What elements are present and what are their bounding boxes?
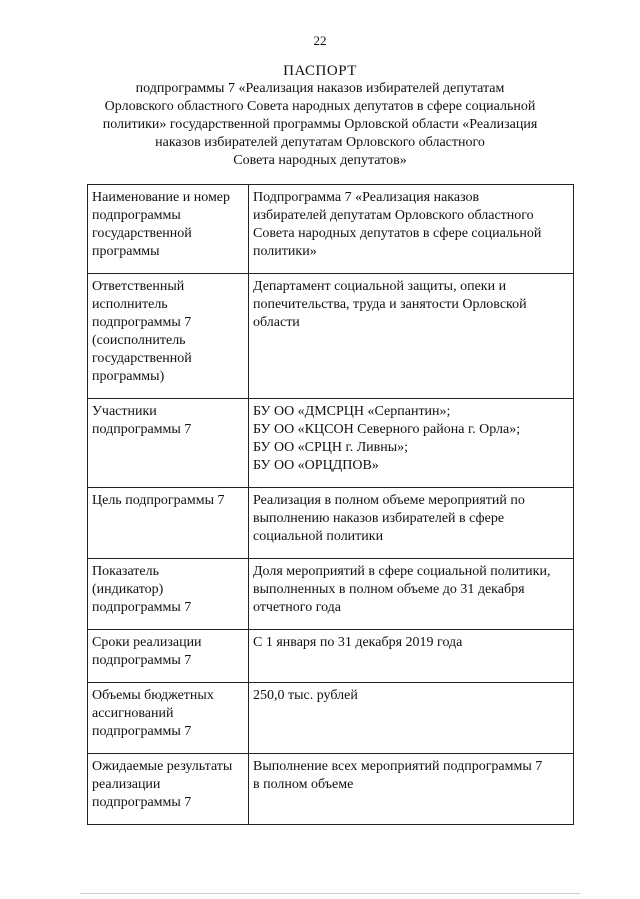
row-value-line: Выполнение всех мероприятий подпрограммы 7 [253,759,543,774]
row-label-line: Цель подпрограммы 7 [92,493,225,508]
subtitle-line: Совета народных депутатов» [233,153,407,168]
row-label-line: Наименование и номер [92,190,231,205]
row-value-cell [249,274,574,399]
row-value-line: 250,0 тыс. рублей [253,688,358,703]
row-label-line: Участники [92,404,157,419]
row-label-line: (индикатор) [92,582,164,597]
row-label-line: подпрограммы 7 [92,315,192,330]
row-label-cell [88,274,249,399]
row-value-cell [249,185,574,274]
document-heading: ПАСПОРТ [283,63,357,79]
row-label-line: подпрограммы 7 [92,724,192,739]
row-label-cell [88,185,249,274]
table-row [88,488,574,559]
row-value-line: БУ ОО «КЦСОН Северного района г. Орла»; [253,422,521,437]
row-label-cell [88,559,249,630]
table-row [88,559,574,630]
table-row [88,754,574,825]
row-value-line: БУ ОО «СРЦН г. Ливны»; [253,440,409,455]
row-label-line: Ответственный [92,279,185,294]
row-value-line: Департамент социальной защиты, опеки и [253,279,507,294]
page-number: 22 [313,33,327,48]
row-label-line: реализации [92,777,161,792]
row-value-cell [249,559,574,630]
row-label-line: подпрограммы 7 [92,653,192,668]
row-label-line: программы) [92,369,165,384]
row-value-line: выполнению наказов избирателей в сфере [253,511,505,526]
scan-edge-rule [80,893,580,894]
row-label-line: (соисполнитель [92,333,186,348]
table-row [88,683,574,754]
row-label-cell [88,754,249,825]
row-label-line: подпрограммы 7 [92,600,192,615]
row-value-line: БУ ОО «ДМСРЦН «Серпантин»; [253,404,451,419]
row-value-cell [249,683,574,754]
document-subtitle [60,80,580,170]
row-value-line: области [253,315,300,330]
row-value-cell [249,630,574,683]
row-label-line: ассигнований [92,706,174,721]
row-value-line: Совета народных депутатов в сфере социальной [253,226,542,241]
row-value-line: избирателей депутатам Орловского областного [253,208,534,223]
row-label-line: подпрограммы [92,208,181,223]
subtitle-line: наказов избирателей депутатам Орловского областного [155,135,485,150]
row-value-line: Подпрограмма 7 «Реализация наказов [253,190,480,205]
table-row [88,399,574,488]
subtitle-line: подпрограммы 7 «Реализация наказов избирателей депутатам [135,81,505,96]
row-value-line: Реализация в полном объеме мероприятий по [253,493,525,508]
row-label-cell [88,399,249,488]
row-value-line: Доля мероприятий в сфере социальной политики, [253,564,551,579]
row-label-line: Сроки реализации [92,635,202,650]
subtitle-line: политики» государственной программы Орловской области «Реализация [102,117,538,132]
passport-table [87,184,574,825]
row-label-line: государственной [92,226,192,241]
row-value-line: отчетного года [253,600,342,615]
row-label-cell [88,683,249,754]
row-label-line: государственной [92,351,192,366]
row-label-line: Объемы бюджетных [92,688,214,703]
table-row [88,274,574,399]
row-label-line: подпрограммы 7 [92,795,192,810]
subtitle-line: Орловского областного Совета народных депутатов в сфере социальной [104,99,536,114]
row-label-cell [88,630,249,683]
table-row [88,630,574,683]
row-value-line: БУ ОО «ОРЦДПОВ» [253,458,379,473]
row-value-line: выполненных в полном объеме до 31 декабря [253,582,525,597]
row-label-line: Показатель [92,564,159,579]
row-label-line: исполнитель [92,297,168,312]
row-label-line: Ожидаемые результаты [92,759,233,774]
row-value-line: попечительства, труда и занятости Орловской [253,297,527,312]
row-value-cell [249,488,574,559]
row-value-cell [249,399,574,488]
row-label-cell [88,488,249,559]
row-value-line: в полном объеме [253,777,354,792]
row-label-line: программы [92,244,160,259]
row-value-line: С 1 января по 31 декабря 2019 года [253,635,463,650]
row-label-line: подпрограммы 7 [92,422,192,437]
row-value-cell [249,754,574,825]
table-row [88,185,574,274]
row-value-line: политики» [253,244,317,259]
row-value-line: социальной политики [253,529,384,544]
